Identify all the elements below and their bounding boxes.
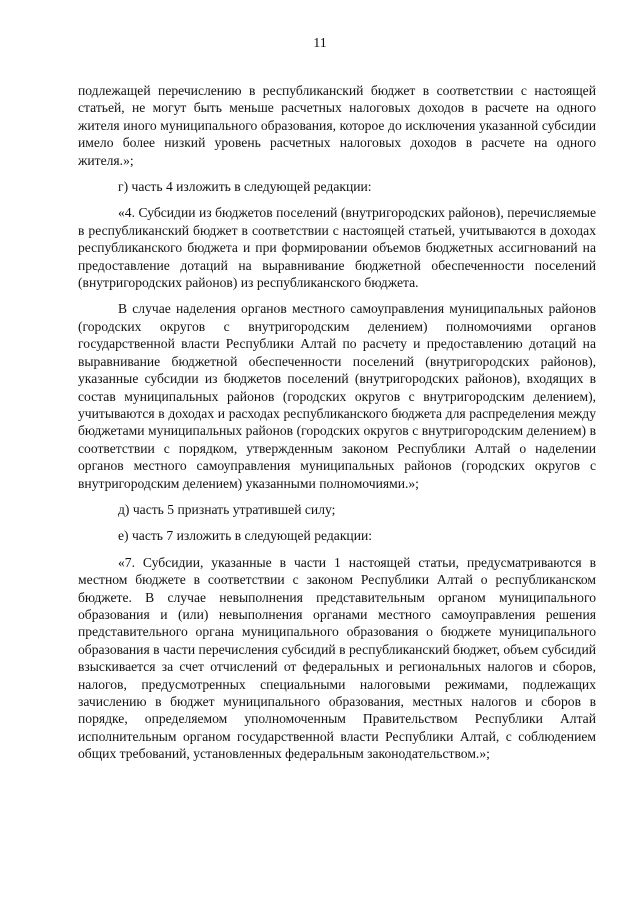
paragraph-part-7: «7. Субсидии, указанные в части 1 настоящей статьи, предусматриваются в местном бюджете в соответствии с законом Республики Алтай о республиканском бюджете. В случае невыполнения представительным органом муниципального образования и (или) невыполнения органами местного самоуправления решения представительного органа муниципального образования о бюджете муниципального образования в части перечисления субсидий в республиканский бюджет, объем субсидий взыскивается за счет отчислений от федеральных и региональных налогов и сборов, налогов, предусмотренных специальными налоговыми режимами, подлежащих зачислению в бюджет муниципального образования, местных налогов и сборов в порядке, определяемом уполномоченным Правительством Республики Алтай исполнительным органом государственной власти Республики Алтай, с соблюдением общих требований, установленных федеральным законодательством.»; [78, 554, 596, 762]
paragraph-delegation-case: В случае наделения органов местного самоуправления муниципальных районов (городских округов с внутригородским делением) полномочиями органов государственной власти Республики Алтай по расчету и предоставлению дотаций на выравнивание бюджетной обеспеченности поселений (внутригородских районов), указанные субсидии из бюджетов поселений (внутригородских районов), входящих в состав муниципальных районов (городских округов с внутригородским делением), учитываются в доходах и расходах республиканского бюджета для распределения между бюджетами муниципальных районов (городских округов с внутригородским делением) в соответствии с порядком, утвержденным законом Республики Алтай о наделении органов местного самоуправления муниципальных районов (городских округов с внутригородским делением) указанными полномочиями.»; [78, 301, 596, 491]
paragraph-item-e: е) часть 7 изложить в следующей редакции: [118, 528, 373, 544]
paragraph-continuation: подлежащей перечислению в республиканский бюджет в соответствии с настоящей статьей, не могут быть меньше расчетных налоговых доходов в расчете на одного жителя иного муниципального образования, которое до исключения указанной субсидии имело более низкий уровень расчетных налоговых доходов в расчете на одного жителя.»; [78, 83, 596, 168]
paragraph-part-4: «4. Субсидии из бюджетов поселений (внутригородских районов), перечисляемые в республиканский бюджет в соответствии с настоящей статьей, учитываются в доходах республиканского бюджета и при формировании объемов бюджетных ассигнований на предоставление дотаций на выравнивание бюджетной обеспеченности поселений (внутригородских районов) из республиканского бюджета. [78, 205, 596, 291]
document-body [78, 82, 596, 772]
paragraph-item-d: д) часть 5 признать утратившей силу; [118, 501, 336, 517]
page-number: 11 [313, 36, 327, 51]
paragraph-item-g: г) часть 4 изложить в следующей редакции: [118, 179, 372, 195]
